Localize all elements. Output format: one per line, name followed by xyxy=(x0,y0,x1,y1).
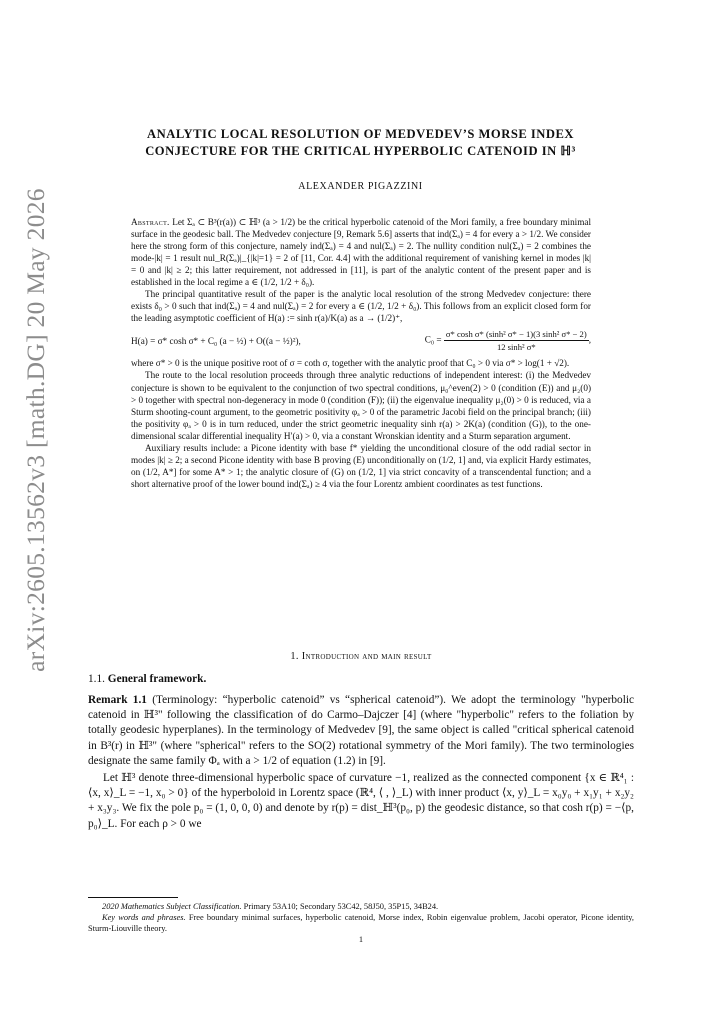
body-paragraph-2: Let ℍ³ denote three-dimensional hyperbolic space of curvature −1, realized as the connected component {x ∈ ℝ⁴₁ : ⟨x, x⟩_L = −1, x₀ > 0} of the hyperboloid in Lorentz space (ℝ⁴, ⟨ , ⟩_L) with inner product ⟨x, y⟩_L = x₀y₀ + x₁y₁ + x₂y₂ + x₃y₃. We fix the pole p₀ = (1, 0, 0, 0) and denote by r(p) = dist_ℍ³(p₀, p) the geodesic distance, so that cosh r(p) = −⟨p, p₀⟩_L. For each ρ > 0 we xyxy=(88,772,634,830)
abstract-display-formula xyxy=(131,324,591,357)
formula-c0-denominator: 12 sinh² σ* xyxy=(496,342,536,353)
body-text xyxy=(88,693,634,832)
section-title: Introduction and main result xyxy=(301,651,432,662)
formula-c0-label: C₀ = xyxy=(424,335,442,346)
footnote-rule xyxy=(88,897,178,898)
abstract-paragraph-5: Auxiliary results include: a Picone identity with base f* yielding the unconditional closure of the odd radial sector in modes |k| ≥ 2; a second Picone identity with base B proving (E) unconditionally on (1/2, 1] and, via explicit Hardy estimates, on (1/2, A*] for some A* > 1; the analytic closure of (G) on (1/2, 1] via strict concavity of a transcendental function; and a short alternative proof of the lower bound ind(Σₐ) ≥ 4 via the four Lorentz ambient coordinates as test functions. xyxy=(131,442,591,489)
paper-title xyxy=(60,126,661,160)
formula-c0-numerator: σ* cosh σ* (sinh² σ* − 1)(3 sinh² σ* − 2) xyxy=(445,329,587,340)
formula-end-punctuation: , xyxy=(588,335,591,346)
abstract-label: Abstract. xyxy=(131,217,170,227)
section-number: 1. xyxy=(290,651,299,662)
footnote-keywords-text: Free boundary minimal surfaces, hyperbolic catenoid, Morse index, Robin eigenvalue problem, Jacobi operator, Picone identity, Sturm-Liouville theory. xyxy=(88,913,635,933)
abstract xyxy=(131,216,591,490)
page-number: 1 xyxy=(358,935,364,944)
remark-paragraph xyxy=(88,693,634,769)
footnote-keywords-label: Key words and phrases. xyxy=(102,913,186,922)
formula-c0-fraction xyxy=(444,329,589,352)
footnote-msc xyxy=(88,901,634,912)
arxiv-identifier-text: arXiv:2605.13562v3 [math.DG] 20 May 2026 xyxy=(21,188,50,672)
abstract-paragraph-1 xyxy=(131,216,591,288)
subsection-title: General framework. xyxy=(107,673,207,685)
footnotes xyxy=(88,901,634,934)
abstract-paragraph-1-text: Let Σₐ ⊂ B³(r(a)) ⊂ ℍ³ (a > 1/2) be the critical hyperbolic catenoid of the Mori family, a free boundary minimal surface in the geodesic ball. The Medvedev conjecture [9, Remark 5.6] asserts that ind(Σₐ) = 4 for every a > 1/2. We consider here the strong form of this conjecture, namely ind(Σₐ) = 4 and nul(Σₐ) = 2. The nullity condition nul(Σₐ) = 2 combines the mode-|k| = 1 result nul_R(Σₐ)|_{|k|=1} = 2 of [11, Cor. 4.4] with the additional requirement of vanishing kernel in modes |k| = 0 and |k| ≥ 2; this latter requirement, not addressed in [11], is part of the analytic content of the present paper and is established in the local regime a ∈ (1/2, 1/2 + δ₀). xyxy=(131,217,591,288)
remark-text: We adopt the terminology "hyperbolic catenoid in ℍ³" following the classification of do Carmo–Dajczer [4] (where "hyperbolic" refers to the foliation by totally geodesic hyperplanes). In the terminology of Medvedev [9], the same object is called "critical spherical catenoid in B³(r) in ℍ³" (where "spherical" refers to the SO(2) rotational symmetry of the Mori family). The two terminologies designate the same family Φₐ with a > 1/2 of equation (1.2) in [9]. xyxy=(88,694,634,767)
paper-title-line-2: CONJECTURE FOR THE CRITICAL HYPERBOLIC CATENOID IN ℍ³ xyxy=(145,144,576,158)
remark-label: Remark 1.1 xyxy=(88,694,147,706)
footnote-msc-text: Primary 53A10; Secondary 53C42, 58J50, 35P15, 34B24. xyxy=(243,902,439,911)
subsection-heading xyxy=(88,673,206,685)
subsection-number: 1.1. xyxy=(88,673,105,685)
paper-title-line-1: ANALYTIC LOCAL RESOLUTION OF MEDVEDEV’S MORSE INDEX xyxy=(147,127,574,141)
footnote-msc-label: 2020 Mathematics Subject Classification. xyxy=(102,902,242,911)
section-heading xyxy=(88,651,634,662)
footnote-keywords xyxy=(88,912,634,934)
abstract-paragraph-3: where σ* > 0 is the unique positive root of σ = coth σ, together with the analytic proof that C₀ > 0 via σ* > log(1 + √2). xyxy=(131,358,570,369)
abstract-paragraph-2: The principal quantitative result of the paper is the analytic local resolution of the strong Medvedev conjecture: there exists δ₀ > 0 such that ind(Σₐ) = 4 and nul(Σₐ) = 2 for every a ∈ (1/2, 1/2 + δ₀). This follows from an explicit closed form for the leading asymptotic coefficient of H(a) := sinh r(a)/K(a) as a → (1/2)⁺, xyxy=(131,289,591,324)
formula-c0 xyxy=(425,329,591,352)
formula-h-expansion: H(a) = σ* cosh σ* + C₀ (a − ½) + O((a − ½)²), xyxy=(131,335,301,346)
abstract-paragraph-4: The route to the local resolution proceeds through three analytic reductions of independent interest: (i) the Medvedev conjecture is shown to be equivalent to the conjunction of two spectral conditions, μ₀^even(2) > 0 (condition (E)) and μ₂(0) > 0 together with spectral non-degeneracy in mode 0 (condition (F)); (ii) the eigenvalue inequality μ₂(0) > 0 is reduced, via a Sturm shooting-count argument, to the geometric positivity φₐ > 0 of the parametric Jacobi field on the principal branch; (iii) the positivity φₐ > 0 is in turn reduced, under the strict geometric inequality sinh r(a) > 2K(a) (condition (G)), to the one-dimensional scalar differential inequality H′(a) > 0, via a constant Wronskian identity and a Sturm separation argument. xyxy=(131,370,591,441)
paper-author: ALEXANDER PIGAZZINI xyxy=(298,181,423,192)
remark-lead: (Terminology: “hyperbolic catenoid” vs “spherical catenoid”). xyxy=(152,694,446,706)
